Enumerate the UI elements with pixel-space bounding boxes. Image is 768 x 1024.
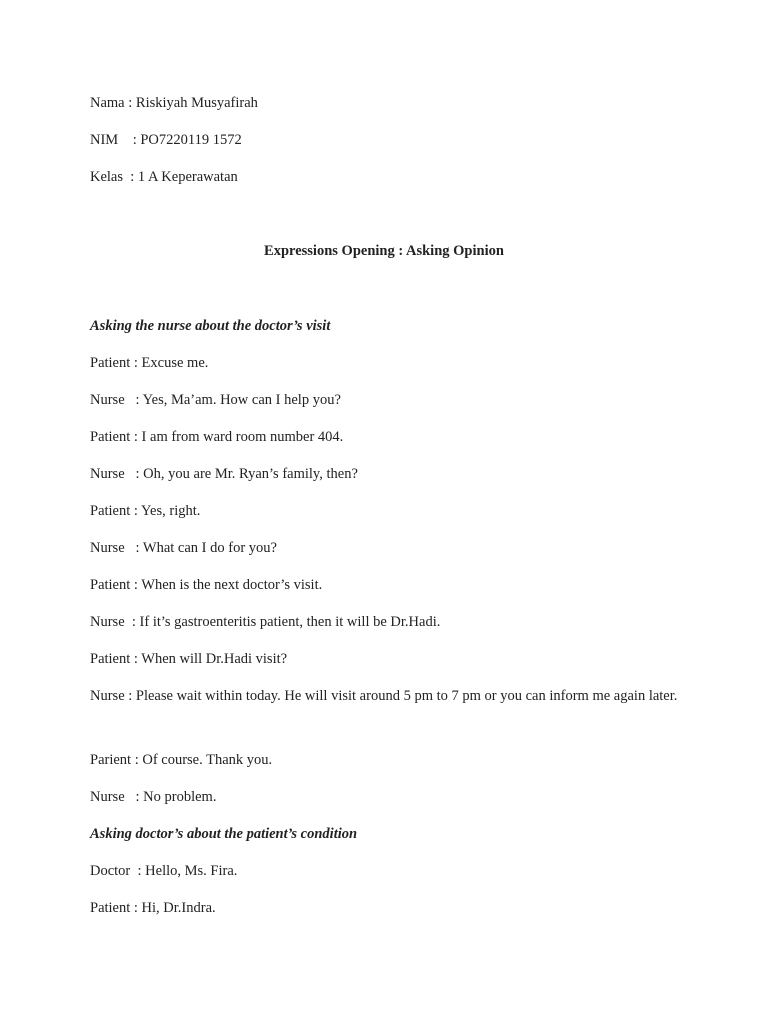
dialogue-line: Patient : I am from ward room number 404. — [90, 429, 344, 445]
dialogue-line: Nurse : What can I do for you? — [90, 540, 277, 556]
dialogue-line: Patient : Excuse me. — [90, 355, 209, 371]
dialogue-line: Patient : When is the next doctor’s visit. — [90, 577, 323, 593]
student-name: Nama : Riskiyah Musyafirah — [90, 95, 258, 111]
dialogue-line: Nurse : Please wait within today. He will visit around 5 pm to 7 pm or you can inform me again later. — [90, 688, 678, 704]
document-title: Expressions Opening : Asking Opinion — [264, 243, 504, 259]
dialogue-line: Patient : When will Dr.Hadi visit? — [90, 651, 288, 667]
dialogue-line: Nurse : Yes, Ma’am. How can I help you? — [90, 392, 341, 408]
dialogue-line: Parient : Of course. Thank you. — [90, 752, 273, 768]
dialogue-line: Nurse : No problem. — [90, 789, 217, 805]
student-class: Kelas : 1 A Keperawatan — [90, 169, 238, 185]
dialogue-line: Patient : Yes, right. — [90, 503, 201, 519]
section-heading-patient-condition: Asking doctor’s about the patient’s condition — [90, 826, 358, 842]
dialogue-line: Doctor : Hello, Ms. Fira. — [90, 863, 238, 879]
student-nim: NIM : PO7220119 1572 — [90, 132, 242, 148]
section-heading-nurse-visit: Asking the nurse about the doctor’s visit — [90, 318, 331, 334]
dialogue-line: Nurse : Oh, you are Mr. Ryan’s family, then? — [90, 466, 358, 482]
dialogue-line: Patient : Hi, Dr.Indra. — [90, 900, 216, 916]
dialogue-line: Nurse : If it’s gastroenteritis patient, then it will be Dr.Hadi. — [90, 614, 441, 630]
